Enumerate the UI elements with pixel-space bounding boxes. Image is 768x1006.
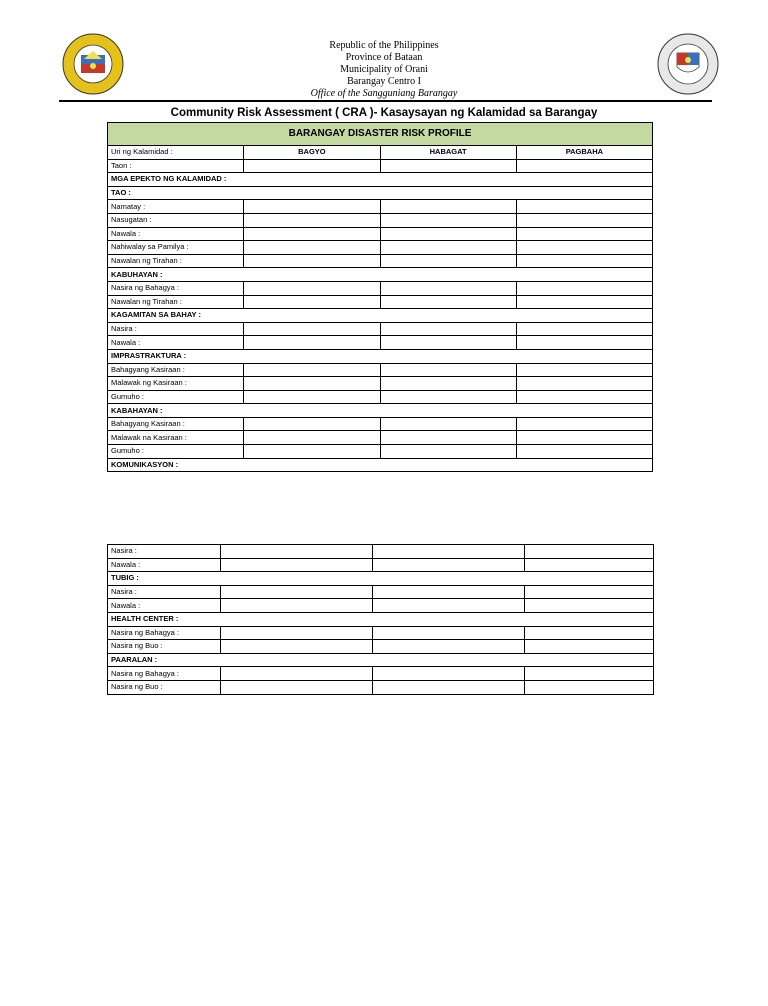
habagat-cell[interactable] <box>373 640 525 654</box>
habagat-cell[interactable] <box>373 545 525 559</box>
pagbaha-cell[interactable] <box>516 363 652 377</box>
bagyo-cell[interactable] <box>244 417 380 431</box>
bagyo-cell[interactable] <box>244 431 380 445</box>
habagat-cell[interactable] <box>380 227 516 241</box>
document-title: Community Risk Assessment ( CRA )- Kasaysayan ng Kalamidad sa Barangay <box>170 107 598 119</box>
bagyo-cell[interactable] <box>244 227 380 241</box>
bagyo-cell[interactable] <box>244 241 380 255</box>
column-header-label: Uri ng Kalamidad : <box>108 146 244 160</box>
section-label: KAGAMITAN SA BAHAY : <box>108 309 653 323</box>
pagbaha-cell[interactable] <box>525 545 654 559</box>
header-divider <box>59 100 712 102</box>
pagbaha-cell[interactable] <box>516 322 652 336</box>
bagyo-cell[interactable] <box>244 363 380 377</box>
table-row <box>108 213 653 227</box>
habagat-cell[interactable] <box>380 241 516 255</box>
habagat-cell[interactable] <box>380 363 516 377</box>
section-row <box>108 186 653 200</box>
pagbaha-cell[interactable] <box>516 213 652 227</box>
section-row <box>108 572 654 586</box>
table-row <box>108 680 654 694</box>
row-label: Nawalan ng Tirahan : <box>108 254 244 268</box>
column-header-row <box>108 146 653 160</box>
habagat-cell[interactable] <box>373 558 525 572</box>
pagbaha-cell[interactable] <box>516 377 652 391</box>
table-row <box>108 667 654 681</box>
habagat-cell[interactable] <box>373 626 525 640</box>
pagbaha-cell[interactable] <box>516 241 652 255</box>
section-row <box>108 404 653 418</box>
section-row <box>108 173 653 187</box>
row-label: Nasira : <box>108 585 221 599</box>
bagyo-cell[interactable] <box>244 336 380 350</box>
row-label: Taon : <box>108 159 244 173</box>
section-label: MGA EPEKTO NG KALAMIDAD : <box>108 173 653 187</box>
table-row <box>108 241 653 255</box>
row-label: Nasira ng Bahagya : <box>108 281 244 295</box>
row-label: Nawalan ng Tirahan : <box>108 295 244 309</box>
section-label: IMPRASTRAKTURA : <box>108 349 653 363</box>
row-label: Nasugatan : <box>108 213 244 227</box>
risk-profile-table-continued <box>107 544 654 695</box>
pagbaha-cell[interactable] <box>516 390 652 404</box>
habagat-cell[interactable] <box>373 585 525 599</box>
table-row <box>108 336 653 350</box>
row-label: Gumuho : <box>108 390 244 404</box>
section-row <box>108 458 653 472</box>
pagbaha-cell[interactable] <box>525 599 654 613</box>
habagat-cell[interactable] <box>380 322 516 336</box>
row-label: Nasira ng Bahagya : <box>108 667 221 681</box>
profile-title: BARANGAY DISASTER RISK PROFILE <box>108 123 653 146</box>
table-row <box>108 200 653 214</box>
habagat-cell[interactable] <box>380 213 516 227</box>
header-municipality: Municipality of Orani <box>340 64 428 75</box>
header-country: Republic of the Philippines <box>329 40 439 51</box>
row-label: Nasira : <box>108 545 221 559</box>
table-row <box>108 254 653 268</box>
habagat-cell[interactable] <box>373 599 525 613</box>
bagyo-cell[interactable] <box>244 281 380 295</box>
pagbaha-cell[interactable] <box>525 585 654 599</box>
row-label: Malawak na Kasiraan : <box>108 431 244 445</box>
bagyo-cell[interactable] <box>244 213 380 227</box>
pagbaha-cell[interactable] <box>516 281 652 295</box>
row-label: Namatay : <box>108 200 244 214</box>
profile-title-row <box>108 123 653 146</box>
bagyo-cell[interactable] <box>221 585 373 599</box>
bagyo-cell[interactable] <box>244 200 380 214</box>
pagbaha-cell[interactable] <box>516 417 652 431</box>
row-label: Bahagyang Kasiraan : <box>108 363 244 377</box>
column-header-bagyo: BAGYO <box>244 146 380 160</box>
table-row <box>108 599 654 613</box>
pagbaha-cell[interactable] <box>516 431 652 445</box>
bagyo-cell[interactable] <box>244 322 380 336</box>
habagat-cell[interactable] <box>380 254 516 268</box>
header-barangay: Barangay Centro I <box>347 76 421 87</box>
row-label: Nawala : <box>108 227 244 241</box>
bagyo-cell[interactable] <box>221 545 373 559</box>
pagbaha-cell[interactable] <box>516 159 652 173</box>
bagyo-cell[interactable] <box>221 599 373 613</box>
bagyo-cell[interactable] <box>221 680 373 694</box>
document-header <box>0 40 768 100</box>
header-province: Province of Bataan <box>345 52 423 63</box>
pagbaha-cell[interactable] <box>516 227 652 241</box>
bagyo-cell[interactable] <box>221 558 373 572</box>
row-label: Nasira : <box>108 322 244 336</box>
section-row <box>108 349 653 363</box>
habagat-cell[interactable] <box>380 377 516 391</box>
table-row <box>108 640 654 654</box>
table-row <box>108 227 653 241</box>
pagbaha-cell[interactable] <box>516 336 652 350</box>
bagyo-cell[interactable] <box>221 626 373 640</box>
section-label: HEALTH CENTER : <box>108 612 654 626</box>
pagbaha-cell[interactable] <box>525 667 654 681</box>
habagat-cell[interactable] <box>380 200 516 214</box>
section-row <box>108 653 654 667</box>
pagbaha-cell[interactable] <box>525 558 654 572</box>
table-row <box>108 585 654 599</box>
table-row <box>108 558 654 572</box>
habagat-cell[interactable] <box>380 445 516 459</box>
table-row <box>108 322 653 336</box>
section-label: KABAHAYAN : <box>108 404 653 418</box>
table-row <box>108 363 653 377</box>
pagbaha-cell[interactable] <box>516 254 652 268</box>
habagat-cell[interactable] <box>373 680 525 694</box>
habagat-cell[interactable] <box>380 390 516 404</box>
section-row <box>108 268 653 282</box>
table-row <box>108 159 653 173</box>
table-row <box>108 295 653 309</box>
bagyo-cell[interactable] <box>221 667 373 681</box>
pagbaha-cell[interactable] <box>525 640 654 654</box>
table-row <box>108 626 654 640</box>
pagbaha-cell[interactable] <box>525 626 654 640</box>
table-row <box>108 445 653 459</box>
habagat-cell[interactable] <box>380 431 516 445</box>
habagat-cell[interactable] <box>380 295 516 309</box>
habagat-cell[interactable] <box>380 159 516 173</box>
pagbaha-cell[interactable] <box>516 445 652 459</box>
bagyo-cell[interactable] <box>244 377 380 391</box>
table-row <box>108 431 653 445</box>
bagyo-cell[interactable] <box>244 445 380 459</box>
habagat-cell[interactable] <box>373 667 525 681</box>
habagat-cell[interactable] <box>380 417 516 431</box>
row-label: Nasira ng Bahagya : <box>108 626 221 640</box>
row-label: Malawak ng Kasiraan : <box>108 377 244 391</box>
bagyo-cell[interactable] <box>244 390 380 404</box>
section-label: TAO : <box>108 186 653 200</box>
pagbaha-cell[interactable] <box>516 295 652 309</box>
pagbaha-cell[interactable] <box>516 200 652 214</box>
table-row <box>108 390 653 404</box>
bagyo-cell[interactable] <box>244 159 380 173</box>
section-row <box>108 309 653 323</box>
section-label: KOMUNIKASYON : <box>108 458 653 472</box>
column-header-habagat: HABAGAT <box>380 146 516 160</box>
section-label: KABUHAYAN : <box>108 268 653 282</box>
bagyo-cell[interactable] <box>244 295 380 309</box>
table-row <box>108 417 653 431</box>
row-label: Nasira ng Buo : <box>108 640 221 654</box>
header-office: Office of the Sangguniang Barangay <box>310 88 458 99</box>
row-label: Gumuho : <box>108 445 244 459</box>
row-label: Nawala : <box>108 599 221 613</box>
section-label: TUBIG : <box>108 572 654 586</box>
row-label: Bahagyang Kasiraan : <box>108 417 244 431</box>
bagyo-cell[interactable] <box>244 254 380 268</box>
row-label: Nawala : <box>108 336 244 350</box>
row-label: Nawala : <box>108 558 221 572</box>
table-row <box>108 377 653 391</box>
table-row <box>108 545 654 559</box>
section-row <box>108 612 654 626</box>
bagyo-cell[interactable] <box>221 640 373 654</box>
habagat-cell[interactable] <box>380 336 516 350</box>
pagbaha-cell[interactable] <box>525 680 654 694</box>
risk-profile-table <box>107 122 653 472</box>
row-label: Nasira ng Buo : <box>108 680 221 694</box>
habagat-cell[interactable] <box>380 281 516 295</box>
column-header-pagbaha: PAGBAHA <box>516 146 652 160</box>
table-row <box>108 281 653 295</box>
row-label: Nahiwalay sa Pamilya : <box>108 241 244 255</box>
section-label: PAARALAN : <box>108 653 654 667</box>
